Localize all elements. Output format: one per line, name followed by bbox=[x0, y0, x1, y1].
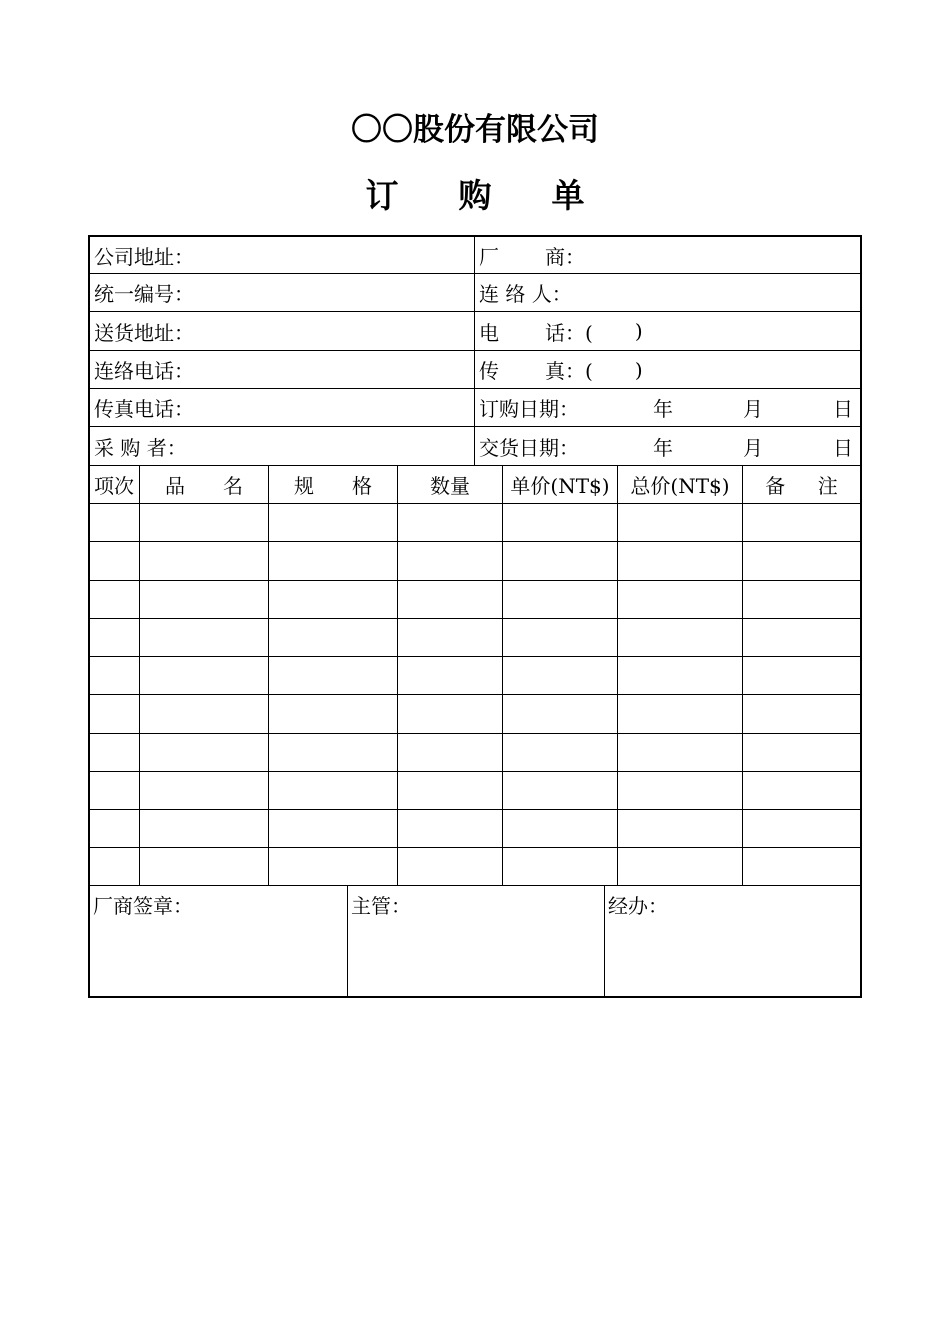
info-row bbox=[90, 427, 860, 466]
company-title: 〇〇股份有限公司 bbox=[351, 112, 599, 148]
cell-spec[interactable] bbox=[269, 734, 398, 771]
cell-total-price[interactable] bbox=[618, 734, 743, 771]
cell-note[interactable] bbox=[743, 695, 860, 733]
delivery-date-field[interactable] bbox=[475, 427, 860, 465]
buyer-field[interactable] bbox=[90, 427, 475, 465]
cell-quantity[interactable] bbox=[398, 581, 503, 618]
table-row bbox=[90, 848, 860, 886]
form-title-char: 订 bbox=[365, 175, 399, 215]
cell-name[interactable] bbox=[140, 619, 269, 656]
cell-unit-price[interactable] bbox=[503, 542, 618, 580]
cell-spec[interactable] bbox=[269, 504, 398, 541]
order-day-label: 日 bbox=[833, 397, 853, 421]
cell-quantity[interactable] bbox=[398, 810, 503, 847]
cell-name[interactable] bbox=[140, 810, 269, 847]
col-header-label: 总价(NT$) bbox=[630, 474, 730, 498]
col-header-index bbox=[90, 466, 140, 503]
cell-name[interactable] bbox=[140, 734, 269, 771]
col-header-note bbox=[743, 466, 860, 503]
cell-note[interactable] bbox=[743, 772, 860, 809]
table-row bbox=[90, 772, 860, 810]
cell-total-price[interactable] bbox=[618, 772, 743, 809]
cell-spec[interactable] bbox=[269, 619, 398, 656]
delivery-year-label: 年 bbox=[653, 435, 673, 460]
col-header-quantity bbox=[398, 466, 503, 503]
delivery-day-label: 日 bbox=[833, 435, 853, 460]
cell-index[interactable] bbox=[90, 772, 140, 809]
table-row bbox=[90, 695, 860, 734]
col-header-name bbox=[140, 466, 269, 503]
delivery-date-label: 交货日期： bbox=[479, 435, 579, 460]
cell-quantity[interactable] bbox=[398, 542, 503, 580]
handler-label: 经办： bbox=[608, 894, 668, 918]
col-header-unit-price bbox=[503, 466, 618, 503]
cell-note[interactable] bbox=[743, 734, 860, 771]
delivery-address-label: 送货地址： bbox=[94, 320, 194, 345]
company-address-label: 公司地址： bbox=[94, 244, 194, 269]
cell-quantity[interactable] bbox=[398, 657, 503, 694]
handler-box[interactable] bbox=[605, 886, 860, 996]
col-header-label: 注 bbox=[817, 474, 838, 498]
company-address-field[interactable] bbox=[90, 237, 475, 273]
delivery-address-field[interactable] bbox=[90, 312, 475, 350]
vendor-label-b: 商： bbox=[545, 244, 585, 269]
info-row bbox=[90, 237, 860, 274]
fax-field[interactable] bbox=[475, 351, 860, 388]
table-row bbox=[90, 504, 860, 542]
delivery-month-label: 月 bbox=[743, 435, 763, 460]
phone-label-c: ) bbox=[634, 319, 643, 343]
contact-phone-field[interactable] bbox=[90, 351, 475, 388]
cell-total-price[interactable] bbox=[618, 695, 743, 733]
contact-phone-label: 连络电话： bbox=[94, 359, 194, 383]
signature-row bbox=[90, 886, 860, 996]
info-row bbox=[90, 274, 860, 312]
vendor-field[interactable] bbox=[475, 237, 860, 273]
supervisor-box[interactable] bbox=[348, 886, 605, 996]
cell-unit-price[interactable] bbox=[503, 772, 618, 809]
vendor-seal-box[interactable] bbox=[90, 886, 348, 996]
cell-spec[interactable] bbox=[269, 848, 398, 885]
tax-id-label: 统一编号： bbox=[94, 282, 194, 306]
cell-name[interactable] bbox=[140, 695, 269, 733]
cell-quantity[interactable] bbox=[398, 772, 503, 809]
cell-unit-price[interactable] bbox=[503, 619, 618, 656]
fax-phone-label: 传真电话： bbox=[94, 397, 194, 421]
cell-index[interactable] bbox=[90, 695, 140, 733]
cell-unit-price[interactable] bbox=[503, 581, 618, 618]
fax-phone-field[interactable] bbox=[90, 389, 475, 426]
contact-label: 连 络 人： bbox=[479, 282, 572, 306]
cell-total-price[interactable] bbox=[618, 504, 743, 541]
cell-spec[interactable] bbox=[269, 581, 398, 618]
contact-field[interactable] bbox=[475, 274, 860, 311]
cell-unit-price[interactable] bbox=[503, 504, 618, 541]
col-header-spec bbox=[269, 466, 398, 503]
cell-spec[interactable] bbox=[269, 810, 398, 847]
fax-label-b: 真：( bbox=[545, 359, 593, 383]
cell-total-price[interactable] bbox=[618, 619, 743, 656]
cell-name[interactable] bbox=[140, 504, 269, 541]
cell-spec[interactable] bbox=[269, 695, 398, 733]
fax-label-a: 传 bbox=[479, 359, 499, 383]
cell-note[interactable] bbox=[743, 504, 860, 541]
cell-index[interactable] bbox=[90, 542, 140, 580]
cell-note[interactable] bbox=[743, 810, 860, 847]
cell-total-price[interactable] bbox=[618, 581, 743, 618]
supervisor-label: 主管： bbox=[351, 894, 411, 918]
order-form bbox=[88, 235, 862, 998]
cell-quantity[interactable] bbox=[398, 619, 503, 656]
phone-label-a: 电 bbox=[479, 320, 499, 345]
info-row bbox=[90, 389, 860, 427]
cell-quantity[interactable] bbox=[398, 695, 503, 733]
col-header-label: 数量 bbox=[430, 474, 470, 498]
vendor-label-a: 厂 bbox=[479, 244, 499, 269]
order-date-field[interactable] bbox=[475, 389, 860, 426]
info-row bbox=[90, 351, 860, 389]
table-row bbox=[90, 734, 860, 772]
order-month-label: 月 bbox=[743, 397, 763, 421]
tax-id-field[interactable] bbox=[90, 274, 475, 311]
cell-index[interactable] bbox=[90, 581, 140, 618]
fax-label-c: ) bbox=[634, 357, 643, 382]
cell-index[interactable] bbox=[90, 810, 140, 847]
cell-spec[interactable] bbox=[269, 542, 398, 580]
cell-note[interactable] bbox=[743, 848, 860, 885]
order-year-label: 年 bbox=[653, 397, 673, 421]
table-row bbox=[90, 810, 860, 848]
form-title-char: 购 bbox=[458, 175, 492, 215]
col-header-label: 备 bbox=[765, 474, 786, 498]
cell-note[interactable] bbox=[743, 581, 860, 618]
table-row bbox=[90, 657, 860, 695]
cell-total-price[interactable] bbox=[618, 657, 743, 694]
col-header-label: 格 bbox=[352, 474, 372, 498]
col-header-label: 品 bbox=[165, 474, 185, 498]
cell-index[interactable] bbox=[90, 619, 140, 656]
cell-index[interactable] bbox=[90, 657, 140, 694]
cell-name[interactable] bbox=[140, 581, 269, 618]
vendor-seal-label: 厂商签章： bbox=[93, 894, 193, 918]
phone-label-b: 话：( bbox=[545, 320, 593, 345]
items-header-row bbox=[90, 466, 860, 504]
cell-unit-price[interactable] bbox=[503, 848, 618, 885]
cell-unit-price[interactable] bbox=[503, 695, 618, 733]
cell-total-price[interactable] bbox=[618, 542, 743, 580]
cell-spec[interactable] bbox=[269, 772, 398, 809]
cell-total-price[interactable] bbox=[618, 810, 743, 847]
col-header-total-price bbox=[618, 466, 743, 503]
buyer-label: 采 购 者： bbox=[94, 435, 187, 460]
cell-quantity[interactable] bbox=[398, 504, 503, 541]
table-row bbox=[90, 619, 860, 657]
form-title bbox=[0, 170, 950, 216]
cell-index[interactable] bbox=[90, 504, 140, 541]
col-header-label: 规 bbox=[294, 474, 314, 498]
cell-quantity[interactable] bbox=[398, 734, 503, 771]
phone-field[interactable] bbox=[475, 312, 860, 350]
order-date-label: 订购日期： bbox=[479, 397, 579, 421]
col-header-label: 单价(NT$) bbox=[510, 474, 610, 498]
cell-name[interactable] bbox=[140, 772, 269, 809]
cell-name[interactable] bbox=[140, 848, 269, 885]
cell-index[interactable] bbox=[90, 848, 140, 885]
cell-total-price[interactable] bbox=[618, 848, 743, 885]
cell-unit-price[interactable] bbox=[503, 657, 618, 694]
table-row bbox=[90, 542, 860, 581]
cell-quantity[interactable] bbox=[398, 848, 503, 885]
cell-note[interactable] bbox=[743, 619, 860, 656]
form-title-char: 单 bbox=[551, 175, 585, 215]
cell-spec[interactable] bbox=[269, 657, 398, 694]
cell-unit-price[interactable] bbox=[503, 810, 618, 847]
cell-name[interactable] bbox=[140, 657, 269, 694]
cell-name[interactable] bbox=[140, 542, 269, 580]
info-row bbox=[90, 312, 860, 351]
table-row bbox=[90, 581, 860, 619]
col-header-index-label: 项次 bbox=[94, 474, 134, 498]
cell-note[interactable] bbox=[743, 657, 860, 694]
cell-note[interactable] bbox=[743, 542, 860, 580]
cell-index[interactable] bbox=[90, 734, 140, 771]
col-header-label: 名 bbox=[223, 474, 243, 498]
cell-unit-price[interactable] bbox=[503, 734, 618, 771]
